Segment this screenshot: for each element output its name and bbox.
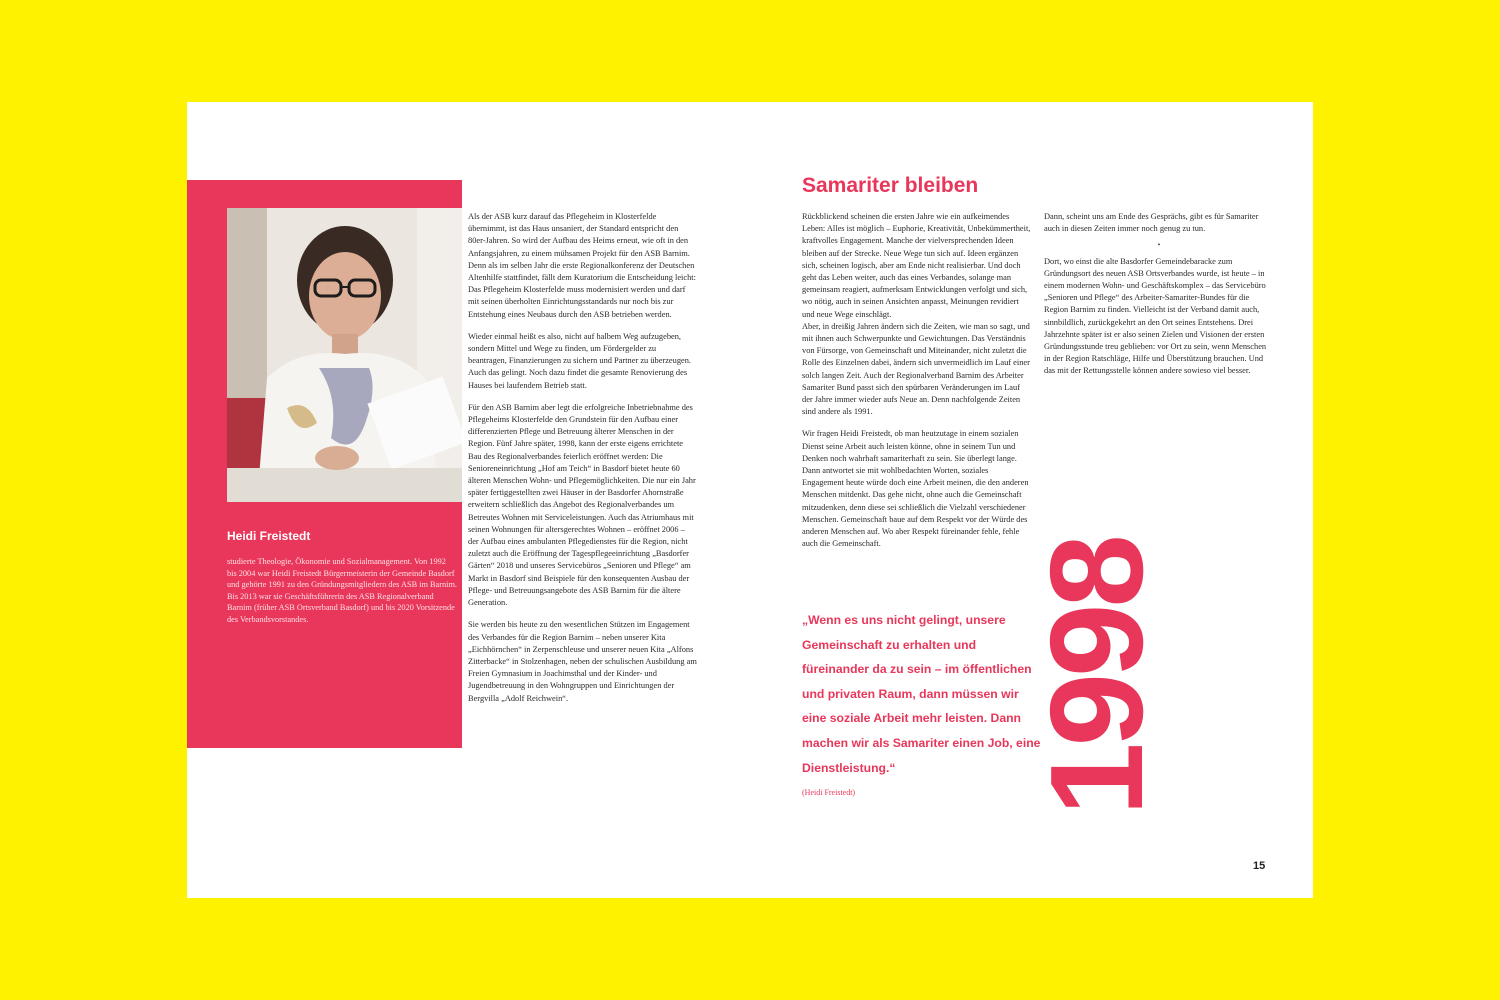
pull-quote: „Wenn es uns nicht gelingt, unsere Gemeinschaft zu erhalten und füreinander da zu sein – im öffentlichen und privaten Raum, dann müssen wir eine soziale Arbeit mehr leisten. Dann machen wir als Samariter einen Job, eine Dienstleistung.“ [802,613,1041,775]
paragraph: Dann, scheint uns am Ende des Gesprächs, gibt es für Samariter auch in diesen Zeiten immer noch genug zu tun. [1044,212,1259,234]
year-display: 1998 [1023,538,1170,816]
right-text-column [1044,211,1274,388]
paragraph: Rückblickend scheinen die ersten Jahre wie ein aufkeimendes Leben: Alles ist möglich – Euphorie, Kreativität, Unbekümmertheit, kraftvolles Engagement. Manche der vielversprechenden Ideen bleiben auf der Strecke. Neue Wege tun sich auf. Ideen ergänzen sich, scheinen logisch, aber am Ende nicht realisierbar. Und doch geht das Leben weiter, auch das eines Verbandes, solange man gemeinsam reagiert, aufmerksam Entwicklungen verfolgt und sich, wo nötig, auch in seinen Ansichten anpasst, Meinungen revidiert und neue Wege einschlägt. Aber, in dreißig Jahren ändern sich die Zeiten, wie man so sagt, und mit ihnen auch Schwerpunkte und Gewichtungen. Das Verständnis von Fürsorge, von Gemeinschaft und Miteinander, nicht zuletzt die Rolle des Einzelnen dabei, ändern sich unvermeidlich im Lauf einer solch langen Zeit. Auch der Regionalverband Barnim des Arbeiter Samariter Bund passt sich den spürbaren Veränderungen im Lauf der Jahre immer wieder aufs Neue an. Denn nachfolgende Zeiten sind andere als 1991. [802,212,1031,417]
paragraph: Dort, wo einst die alte Basdorfer Gemeindebaracke zum Gründungsort des neuen ASB Ortsverbandes wurde, ist heute – in einem modernen Wohn- und Geschäftskomplex – das Servicebüro „Senioren und Pflege“ des Arbeiter-Samariter-Bundes für die Region Barnim zu finden. Vielleicht ist der Verband damit auch, sinnbildlich, zurückgekehrt an den Ort seines Entstehens. Drei Jahrzehnte später ist er also seinen Zielen und Visionen der ersten Gründungsstunde treu geblieben: vor Ort zu sein, wenn Menschen in der Region Ratschläge, Hilfe und Überstützung brauchen. Und das mit der Rettungsstelle können andere sowieso viel besser. [1044,256,1267,376]
bullet-separator: • [1157,241,1161,250]
quote-source: (Heidi Freistedt) [802,788,856,797]
left-text-column [468,211,697,715]
person-name: Heidi Freistedt [227,529,311,543]
portrait-panel [187,180,462,748]
portrait-illustration [227,208,462,502]
paragraph: Sie werden bis heute zu den wesentlichen Stützen im Engagement des Verbandes für die Region Barnim – neben unserer Kita „Eichhörnchen“ in Zerpenschleuse und unserer neuen Kita „Alfons Zitterbacke“ in Stolzenhagen, neben der schulischen Ausbildung am Freien Gymnasium in Joachimsthal und der Kinder- und Jugendbetreuung in den Wohngruppen und Einrichtungen der Bergvilla „Adolf Reichwein“. [468,620,697,703]
page-number: 15 [1253,860,1266,872]
paragraph: Wieder einmal heißt es also, nicht auf halbem Weg aufzugeben, sondern Mittel und Wege zu finden, um Fördergelder zu beantragen, Finanzierungen zu sichern und Partner zu überzeugen. Auch das gelingt. Noch dazu findet die gesamte Renovierung des Hauses bei laufendem Betrieb statt. [468,331,692,390]
paragraph: Für den ASB Barnim aber legt die erfolgreiche Inbetriebnahme des Pflegeheims Klosterfelde den Grundstein für den Aufbau einer differenzierten Pflege und Betreuung älterer Menschen in der Region. Fünf Jahre später, 1998, kann der erste eigens errichtete Bau des Regionalverbandes feierlich eröffnet werden: Die Senioreneinrichtung „Hof am Teich“ in Basdorf bietet heute 60 älteren Menschen Wohn- und Pflegemöglichkeiten. Die nur ein Jahr später fertiggestellten zwei Häuser in der Basdorfer Ahornstraße erweitern schließlich das Angebot des Regionalverbandes um Betreutes Wohnen mit Serviceleistungen. Auch das Atriumhaus mit seinen Wohnungen für altersgerechtes Wohnen – eröffnet 2006 – der Aufbau eines ambulanten Pflegedienstes für die Region, nicht zuletzt auch die Eröffnung der Tagespflegeeinrichtung „Basdorfer Gärten“ 2018 und unseres Servicebüros „Senioren und Pflege“ am Markt in Basdorf sind Beispiele für den konsequenten Ausbau der Pflege- und Betreuungsangebote des ASB Barnim für die ältere Generation. [468,402,696,608]
paragraph: Wir fragen Heidi Freistedt, ob man heutzutage in einem sozialen Dienst seine Arbeit auch leisten könne, ohne in seinem Tun und Denken noch wahrhaft samariterhaft zu sein. Sie überlegt lange. Dann antwortet sie mit wohlbedachten Worten, soziales Engagement heute würde doch eine Arbeit meinen, die den anderen Menschen mitdenkt. Das gehe nicht, ohne auch die Gemeinschaft mitzudenken, denn diese sei schließlich die Vielzahl verschiedener Menschen. Gemeinschaft baue auf dem Respekt vor der Würde des anderen Menschen auf. Wo aber Respekt füreinander fehle, fehle auch die Gemeinschaft. [802,429,1029,549]
magazine-spread [187,102,1313,898]
portrait-photo [227,208,462,502]
paragraph: Als der ASB kurz darauf das Pflegeheim in Klosterfelde übernimmt, ist das Haus unsaniert, der Standard entspricht den 80er-Jahren. So wird der Aufbau des Heims erneut, wie oft in den Anfangsjahren, zu einem mühsamen Projekt für den ASB Barnim. Denn als im selben Jahr die erste Regionalkonferenz der Deutschen Altenhilfe stattfindet, fällt dem Kuratorium die Entscheidung leicht: Das Pflegeheim Klosterfelde muss modernisiert werden und darf mit seinen überholten Einrichtungsstandards nur noch bis zur Entstehung eines Neubaus durch den ASB betrieben werden. [468,212,696,319]
article-headline: Samariter bleiben [802,174,979,197]
middle-text-column [802,211,1032,560]
person-bio: studierte Theologie, Ökonomie und Sozialmanagement. Von 1992 bis 2004 war Heidi Freistedt Bürgermeisterin der Gemeinde Basdorf und gehörte 1991 zu den Gründungsmitgliedern des ASB im Barnim. Bis 2013 war sie Geschäftsführerin des ASB Regionalverband Barnim (früher ASB Ortsverband Basdorf) und bis 2020 Vorsitzende des Verbandsvorstandes. [227,557,457,624]
